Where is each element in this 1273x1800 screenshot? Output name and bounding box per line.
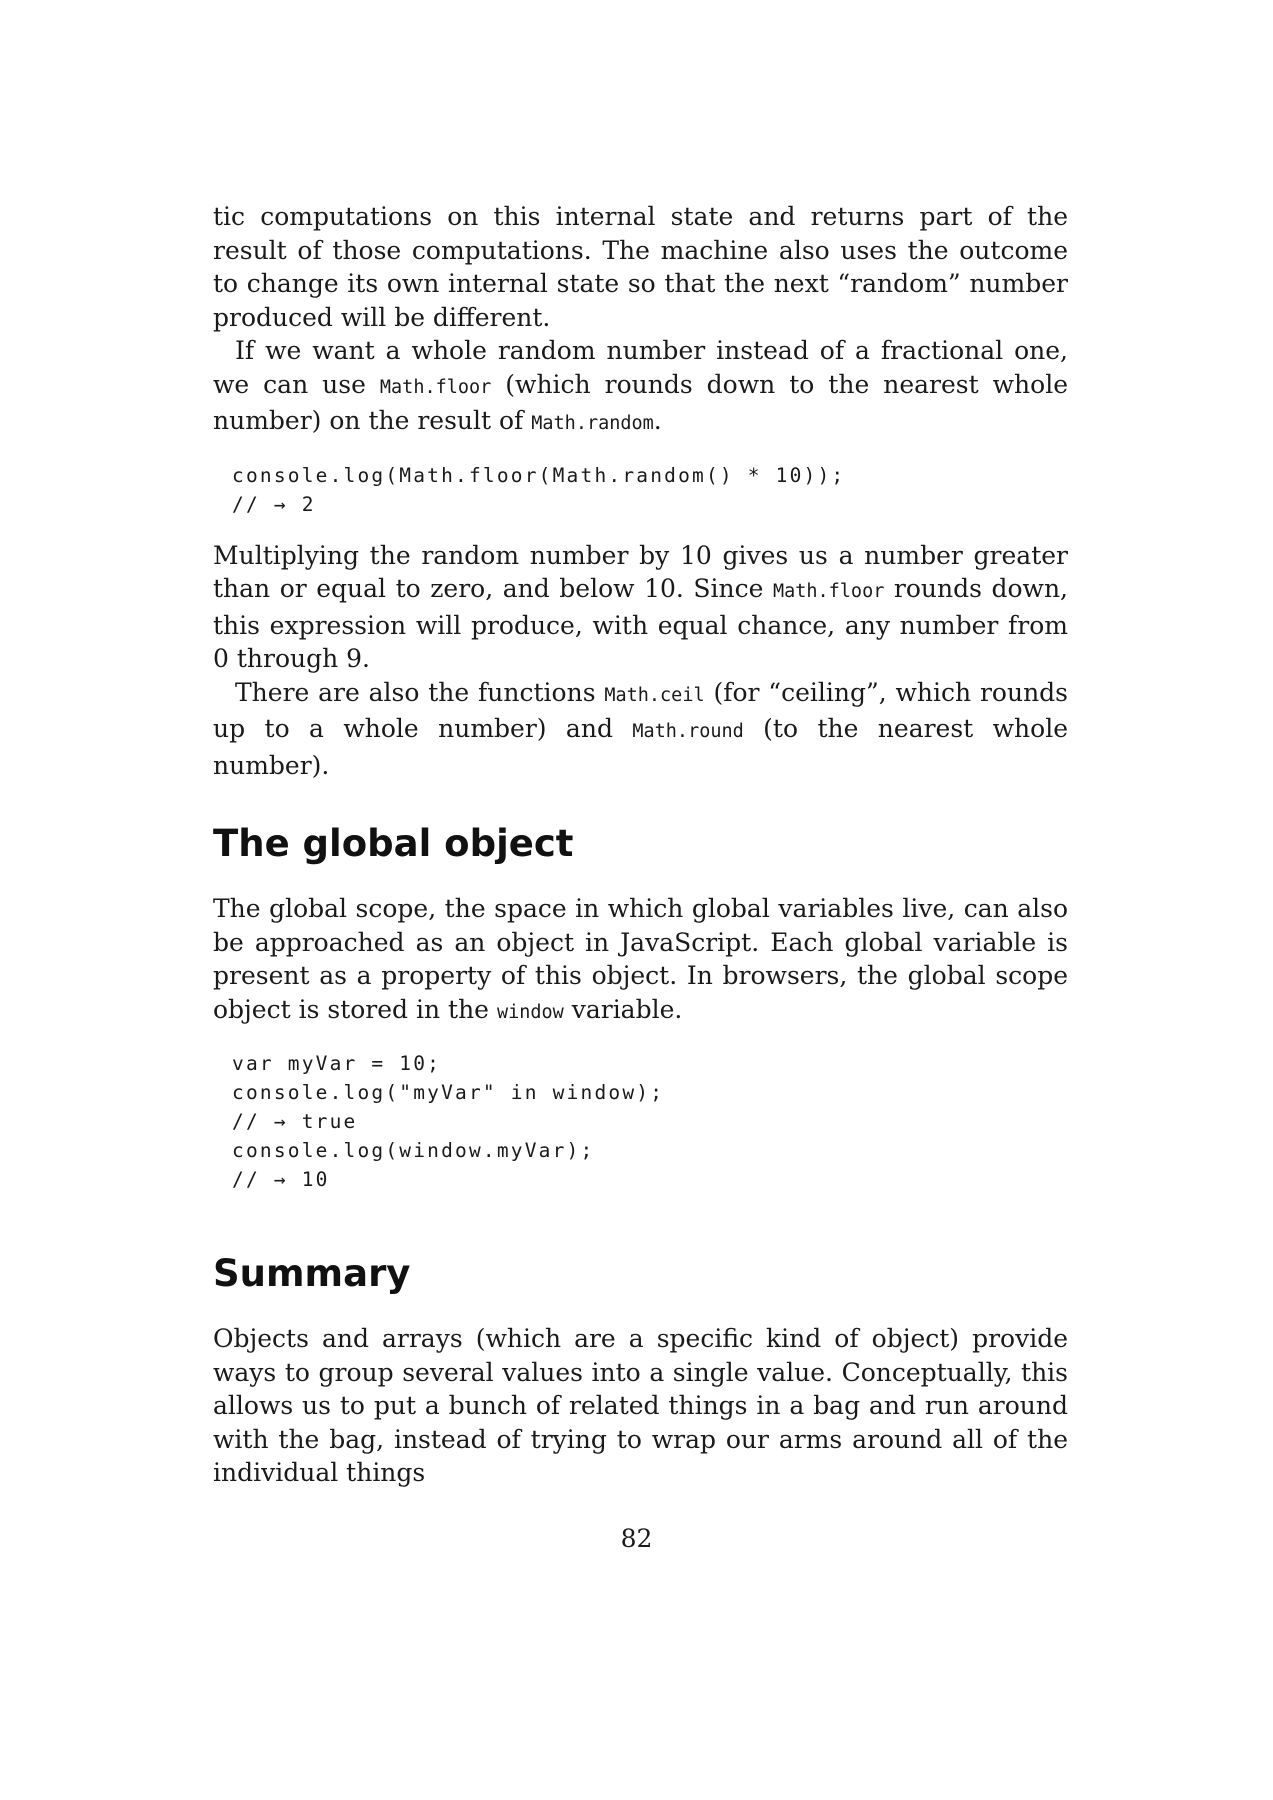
inline-code: Math.random <box>531 413 654 434</box>
code-line: var myVar = 10; <box>232 1052 442 1075</box>
code-block-random <box>232 461 1068 519</box>
paragraph-math-floor <box>213 334 1068 441</box>
code-line: // → 10 <box>232 1168 330 1191</box>
paragraph-summary: Objects and arrays (which are a specific kind of object) provide ways to group several values into a single value. Conceptually, this allows us to put a bunch of related things in a bag and run around with the bag, instead of trying to wrap our arms around all of the individual things <box>213 1324 1068 1487</box>
section-heading-global-object: The global object <box>213 822 574 865</box>
text-run: variable. <box>563 994 683 1024</box>
paragraph-ceil-round <box>213 676 1068 783</box>
inline-code: window <box>496 1001 564 1023</box>
inline-code: Math.floor <box>772 581 885 602</box>
text-run: rounds down, this expression will produce, with equal chance, any number from 0 through 9. <box>213 574 1068 673</box>
text-run: The global scope, the space in which global variables live, can also be approached as an object in JavaScript. Each global variable is present as a property of this object. In browsers, the global scope object is stored in the <box>213 894 1068 1024</box>
code-line: console.log("myVar" in window); <box>232 1081 665 1104</box>
text-run: (for “ceiling”, which rounds up to a whole number) and <box>213 677 1068 743</box>
paragraph-global-scope <box>213 892 1068 1029</box>
code-line: console.log(window.myVar); <box>232 1139 595 1162</box>
inline-code: Math.floor <box>379 376 492 398</box>
code-line: console.log(Math.floor(Math.random() * 10)); <box>232 463 846 487</box>
section-heading-summary: Summary <box>213 1252 411 1295</box>
text-run: . <box>653 406 662 435</box>
page-content <box>213 200 1068 1490</box>
inline-code: Math.round <box>632 721 744 742</box>
code-line: // → 2 <box>232 492 316 516</box>
paragraph-multiplying <box>213 539 1068 676</box>
text-run: (to the nearest whole number). <box>213 714 1068 780</box>
code-block-window <box>232 1049 1068 1194</box>
text-run: (which rounds down to the nearest whole number) on the result of <box>213 369 1068 435</box>
paragraph-random-state: tic computations on this internal state and returns part of the result of those computations. The machine also uses the outcome to change its own internal state so that the next “random” number produced will be different. <box>213 202 1068 332</box>
page-number: 82 <box>620 1524 653 1553</box>
code-line: // → true <box>232 1110 358 1133</box>
text-run: Multiplying the random number by 10 gives us a number greater than or equal to zero, and below 10. Since <box>213 540 1068 603</box>
text-run: If we want a whole random number instead of a fractional one, we can use <box>213 336 1068 399</box>
text-run: There are also the functions <box>235 677 605 707</box>
inline-code: Math.ceil <box>604 684 705 706</box>
